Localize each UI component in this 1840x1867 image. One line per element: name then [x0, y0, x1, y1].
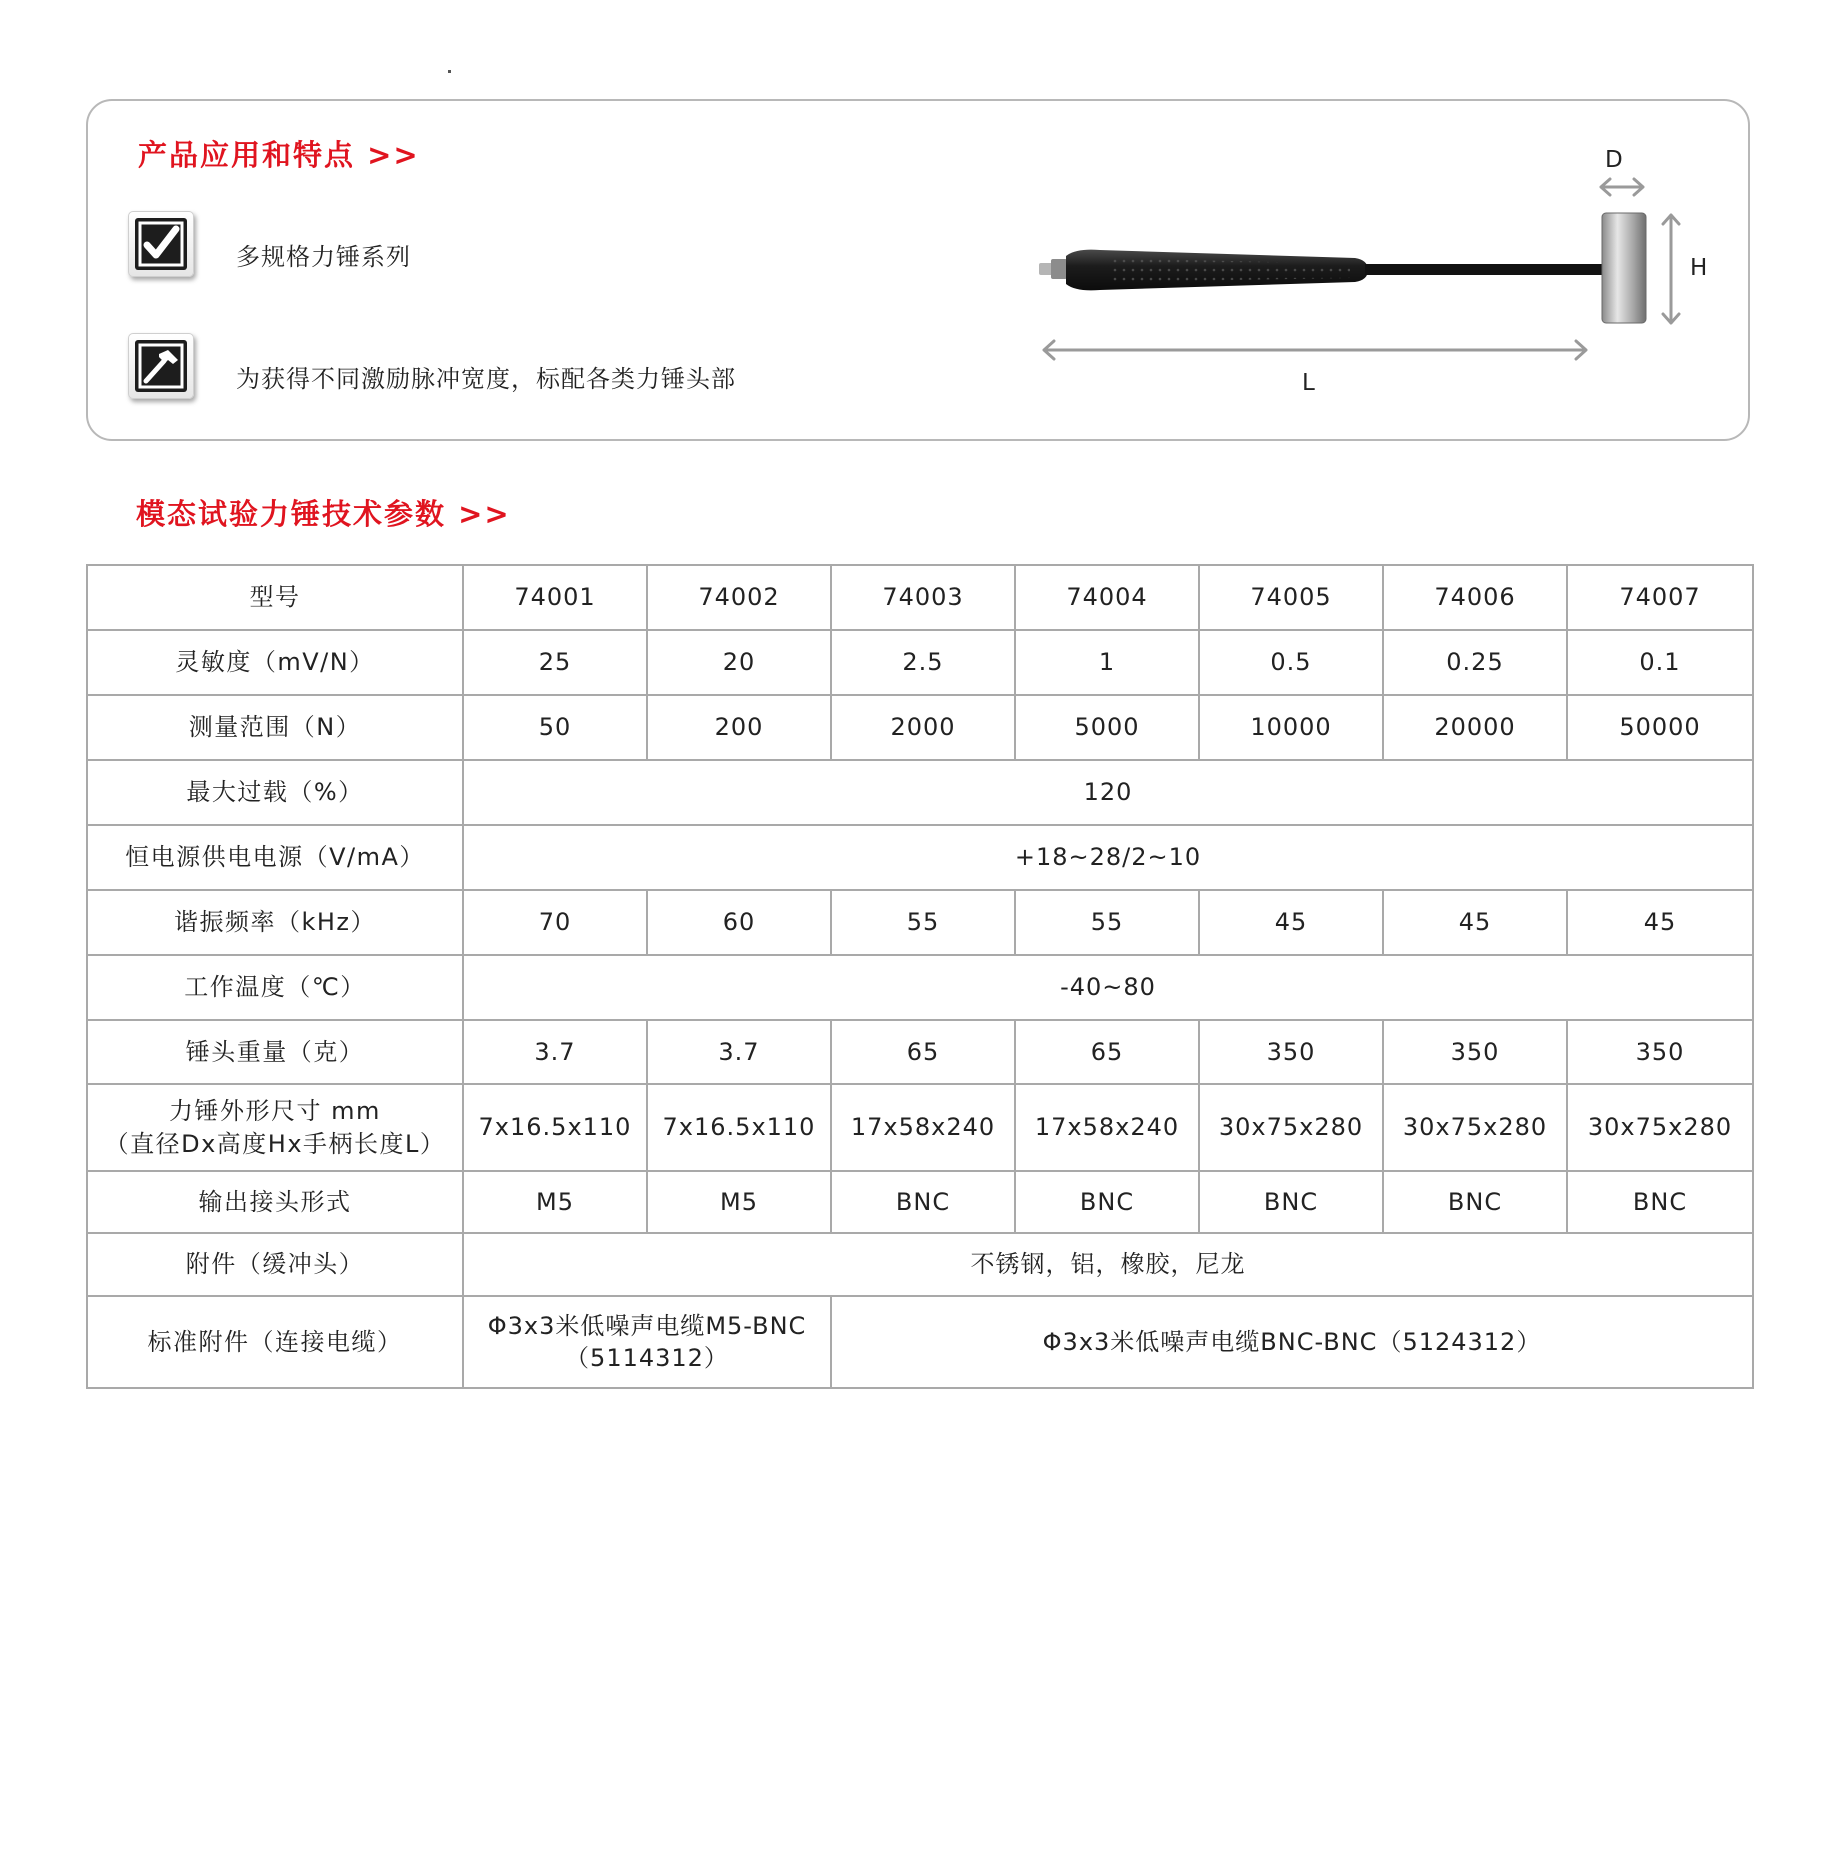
resonance-cell: 45 [1383, 890, 1567, 955]
cable-label: 标准附件（连接电缆） [87, 1296, 463, 1388]
l-dimension-arrow [1044, 341, 1586, 359]
row-dimensions [87, 1084, 1753, 1171]
hammer-diagram [1030, 140, 1730, 400]
hammer-shaft [1365, 264, 1641, 275]
row-range [87, 695, 1753, 760]
dimensions-cell: 30x75x280 [1383, 1084, 1567, 1171]
connector-cell: BNC [1383, 1171, 1567, 1233]
overload-label: 最大过载（%） [87, 760, 463, 825]
dimensions-cell: 7x16.5x110 [463, 1084, 647, 1171]
resonance-cell: 55 [831, 890, 1015, 955]
spec-table [86, 564, 1754, 1389]
sensitivity-cell: 2.5 [831, 630, 1015, 695]
accessory-label: 附件（缓冲头） [87, 1233, 463, 1296]
model-cell: 74003 [831, 565, 1015, 630]
connector-body [1051, 259, 1067, 279]
sensitivity-label: 灵敏度（mV/N） [87, 630, 463, 695]
row-model [87, 565, 1753, 630]
power-value: +18~28/2~10 [463, 825, 1753, 890]
temperature-label: 工作温度（℃） [87, 955, 463, 1020]
dimensions-cell: 7x16.5x110 [647, 1084, 831, 1171]
connector-cell: BNC [1567, 1171, 1753, 1233]
head-weight-cell: 65 [831, 1020, 1015, 1084]
model-label: 型号 [87, 565, 463, 630]
l-dimension-label: L [1302, 370, 1315, 396]
range-label: 测量范围（N） [87, 695, 463, 760]
model-cell: 74004 [1015, 565, 1199, 630]
features-title: 产品应用和特点 >> [138, 138, 420, 172]
sensitivity-cell: 0.25 [1383, 630, 1567, 695]
feature-icon-hammer [128, 333, 194, 399]
row-temperature [87, 955, 1753, 1020]
temperature-value: -40~80 [463, 955, 1753, 1020]
specs-title: 模态试验力锤技术参数 >> [136, 497, 511, 531]
feature-icon-check [128, 211, 194, 277]
cable-value-m5 [463, 1296, 831, 1388]
head-weight-cell: 65 [1015, 1020, 1199, 1084]
range-cell: 10000 [1199, 695, 1383, 760]
connector-label: 输出接头形式 [87, 1171, 463, 1233]
model-cell: 74005 [1199, 565, 1383, 630]
row-cable [87, 1296, 1753, 1388]
dimensions-cell: 17x58x240 [1015, 1084, 1199, 1171]
row-overload [87, 760, 1753, 825]
range-cell: 50000 [1567, 695, 1753, 760]
model-cell: 74007 [1567, 565, 1753, 630]
head-weight-cell: 350 [1199, 1020, 1383, 1084]
head-weight-cell: 350 [1383, 1020, 1567, 1084]
dimensions-cell: 17x58x240 [831, 1084, 1015, 1171]
model-cell: 74001 [463, 565, 647, 630]
feature-text-2: 为获得不同激励脉冲宽度，标配各类力锤头部 [236, 365, 736, 393]
model-cell: 74006 [1383, 565, 1567, 630]
hammer-head [1602, 213, 1646, 323]
connector-cell: BNC [831, 1171, 1015, 1233]
stray-dot [448, 70, 451, 73]
head-weight-cell: 350 [1567, 1020, 1753, 1084]
d-dimension-label: D [1605, 147, 1623, 173]
cable-value-m5-line1: Φ3x3米低噪声电缆M5-BNC [487, 1311, 807, 1340]
d-dimension-arrow [1601, 179, 1643, 195]
resonance-label: 谐振频率（kHz） [87, 890, 463, 955]
hammer-icon [135, 340, 187, 392]
row-power [87, 825, 1753, 890]
dimensions-label-line1: 力锤外形尺寸 mm [169, 1097, 381, 1126]
cable-value-bnc: Φ3x3米低噪声电缆BNC-BNC（5124312） [831, 1296, 1753, 1388]
overload-value: 120 [463, 760, 1753, 825]
sensitivity-cell: 1 [1015, 630, 1199, 695]
range-cell: 20000 [1383, 695, 1567, 760]
checkmark-icon [135, 218, 187, 270]
connector-cell: BNC [1015, 1171, 1199, 1233]
resonance-cell: 70 [463, 890, 647, 955]
sensitivity-cell: 0.5 [1199, 630, 1383, 695]
dimensions-cell: 30x75x280 [1199, 1084, 1383, 1171]
row-head-weight [87, 1020, 1753, 1084]
feature-text-1: 多规格力锤系列 [236, 243, 411, 271]
resonance-cell: 45 [1199, 890, 1383, 955]
range-cell: 50 [463, 695, 647, 760]
dimensions-label-line2: （直径Dx高度Hx手柄长度L） [104, 1129, 446, 1158]
h-dimension-label: H [1690, 255, 1708, 281]
sensitivity-cell: 20 [647, 630, 831, 695]
resonance-cell: 45 [1567, 890, 1753, 955]
resonance-cell: 60 [647, 890, 831, 955]
power-label: 恒电源供电电源（V/mA） [87, 825, 463, 890]
cable-value-m5-line2: （5114312） [565, 1344, 729, 1372]
resonance-cell: 55 [1015, 890, 1199, 955]
connector-tip [1039, 263, 1053, 275]
range-cell: 2000 [831, 695, 1015, 760]
row-resonance [87, 890, 1753, 955]
model-cell: 74002 [647, 565, 831, 630]
h-dimension-arrow [1663, 215, 1679, 323]
range-cell: 200 [647, 695, 831, 760]
head-weight-cell: 3.7 [647, 1020, 831, 1084]
connector-cell: M5 [647, 1171, 831, 1233]
connector-cell: M5 [463, 1171, 647, 1233]
row-connector [87, 1171, 1753, 1233]
dimensions-cell: 30x75x280 [1567, 1084, 1753, 1171]
connector-cell: BNC [1199, 1171, 1383, 1233]
row-sensitivity [87, 630, 1753, 695]
head-weight-cell: 3.7 [463, 1020, 647, 1084]
range-cell: 5000 [1015, 695, 1199, 760]
accessory-value: 不锈钢，铝，橡胶，尼龙 [463, 1233, 1753, 1296]
row-accessory [87, 1233, 1753, 1296]
sensitivity-cell: 25 [463, 630, 647, 695]
dimensions-label [87, 1084, 463, 1171]
head-weight-label: 锤头重量（克） [87, 1020, 463, 1084]
sensitivity-cell: 0.1 [1567, 630, 1753, 695]
